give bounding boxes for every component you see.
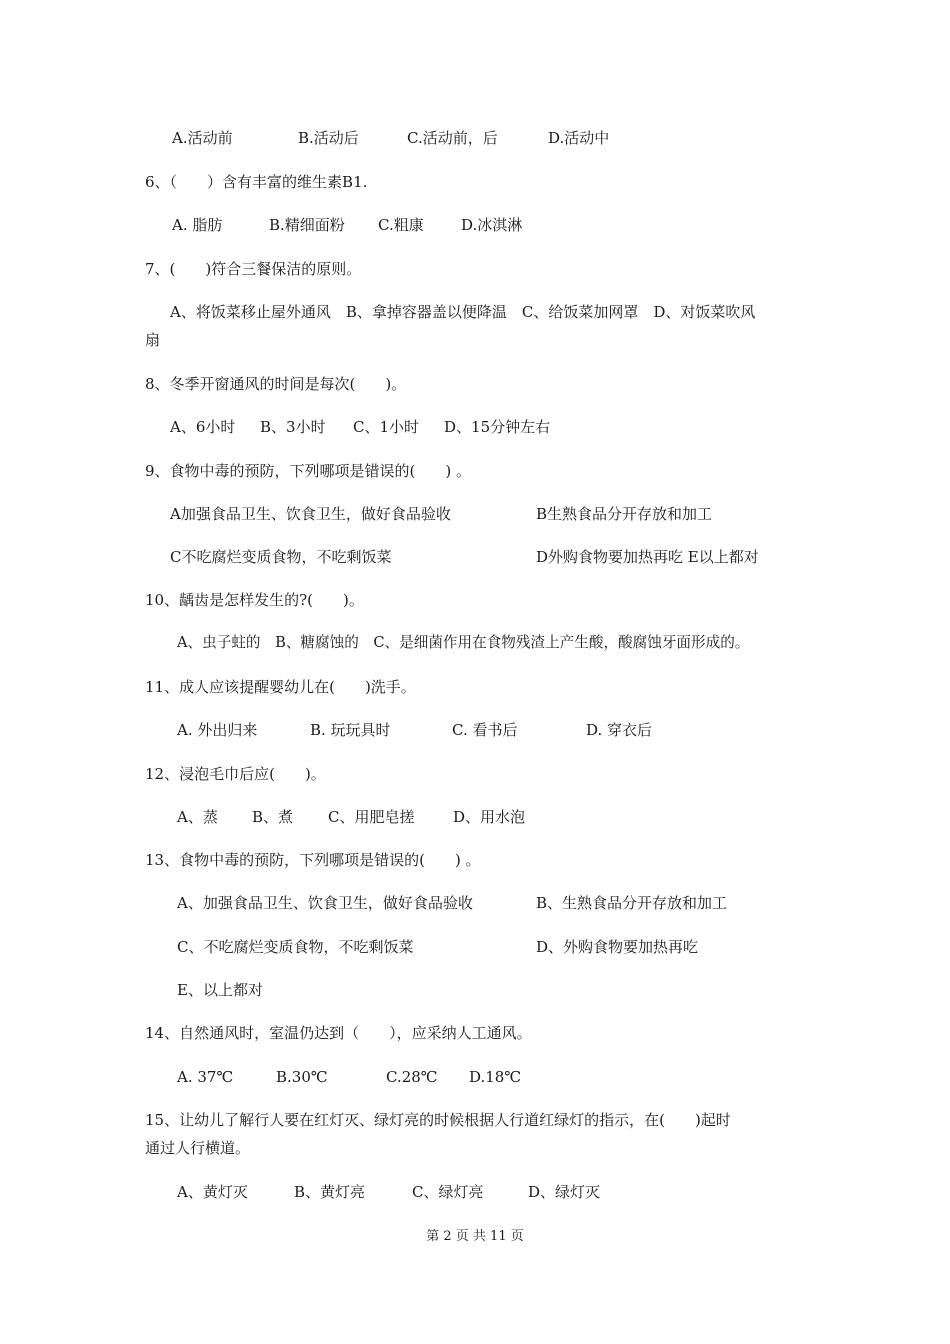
q13-stem: 13、食物中毒的预防，下列哪项是错误的( ) 。 [145,851,481,869]
q12-stem: 12、浸泡毛巾后应( )。 [145,765,326,783]
q13-option-e: E、以上都对 [177,981,263,999]
q6-option-c: C.粗康 [378,216,424,234]
q9-option-c: C不吃腐烂变质食物，不吃剩饭菜 [170,548,392,566]
q12-option-a: A、蒸 [177,808,218,826]
q9-option-d: D外购食物要加热再吃 E以上都对 [536,548,759,566]
q11-option-d: D. 穿衣后 [586,721,653,739]
q9-option-b: B生熟食品分开存放和加工 [536,505,713,523]
q14-option-b: B.30℃ [276,1068,328,1086]
q8-option-d: D、15分钟左右 [444,418,551,436]
q15-option-b: B、黄灯亮 [294,1183,366,1201]
q15-option-a: A、黄灯灭 [177,1183,248,1201]
q14-stem: 14、自然通风时，室温仍达到（ ），应采纳人工通风。 [145,1024,532,1042]
q5-option-a: A.活动前 [172,129,233,147]
q14-option-d: D.18℃ [469,1068,522,1086]
q5-option-d: D.活动中 [548,129,610,147]
q14-option-a: A. 37℃ [177,1068,234,1086]
q15-option-d: D、绿灯灭 [528,1183,601,1201]
q9-stem: 9、食物中毒的预防，下列哪项是错误的( ) 。 [145,462,472,480]
q13-option-c: C、不吃腐烂变质食物，不吃剩饭菜 [177,938,414,956]
q6-option-d: D.冰淇淋 [461,216,523,234]
q15-stem: 15、让幼儿了解行人要在红灯灭、绿灯亮的时候根据人行道红绿灯的指示，在( )起时 [145,1111,731,1129]
q5-option-b: B.活动后 [298,129,359,147]
q13-option-d: D、外购食物要加热再吃 [536,938,699,956]
q12-option-b: B、煮 [252,808,294,826]
q15-option-c: C、绿灯亮 [412,1183,484,1201]
q15-stem-wrap: 通过人行横道。 [145,1139,251,1157]
q14-option-c: C.28℃ [386,1068,438,1086]
q9-option-a: A加强食品卫生、饮食卫生，做好食品验收 [170,505,451,523]
q13-option-a: A、加强食品卫生、饮食卫生，做好食品验收 [177,894,473,912]
q10-stem: 10、龋齿是怎样发生的?( )。 [145,591,364,609]
q5-option-c: C.活动前，后 [407,129,498,147]
q7-options: A、将饭菜移止屋外通风 B、拿掉容器盖以便降温 C、给饭菜加网罩 D、对饭菜吹风 [170,303,756,321]
q8-stem: 8、冬季开窗通风的时间是每次( )。 [145,375,407,393]
q8-option-b: B、3小时 [260,418,326,436]
q13-option-b: B、生熟食品分开存放和加工 [536,894,728,912]
q12-option-c: C、用肥皂搓 [328,808,415,826]
q6-stem: 6、（ ）含有丰富的维生素B1. [145,173,368,191]
page-number-footer: 第 2 页 共 11 页 [426,1229,524,1244]
q11-option-a: A. 外出归来 [177,721,258,739]
q12-option-d: D、用水泡 [453,808,526,826]
q11-option-c: C. 看书后 [452,721,518,739]
q6-option-b: B.精细面粉 [269,216,345,234]
q10-options: A、虫子蛀的 B、糖腐蚀的 C、是细菌作用在食物残渣上产生酸，酸腐蚀牙面形成的。 [177,634,750,651]
q11-option-b: B. 玩玩具时 [310,721,391,739]
q7-stem: 7、( )符合三餐保洁的原则。 [145,260,362,278]
q11-stem: 11、成人应该提醒婴幼儿在( )洗手。 [145,678,416,696]
q8-option-a: A、6小时 [170,418,236,436]
q7-options-wrap: 扇 [145,331,161,349]
q8-option-c: C、1小时 [353,418,420,436]
q6-option-a: A. 脂肪 [172,216,223,234]
